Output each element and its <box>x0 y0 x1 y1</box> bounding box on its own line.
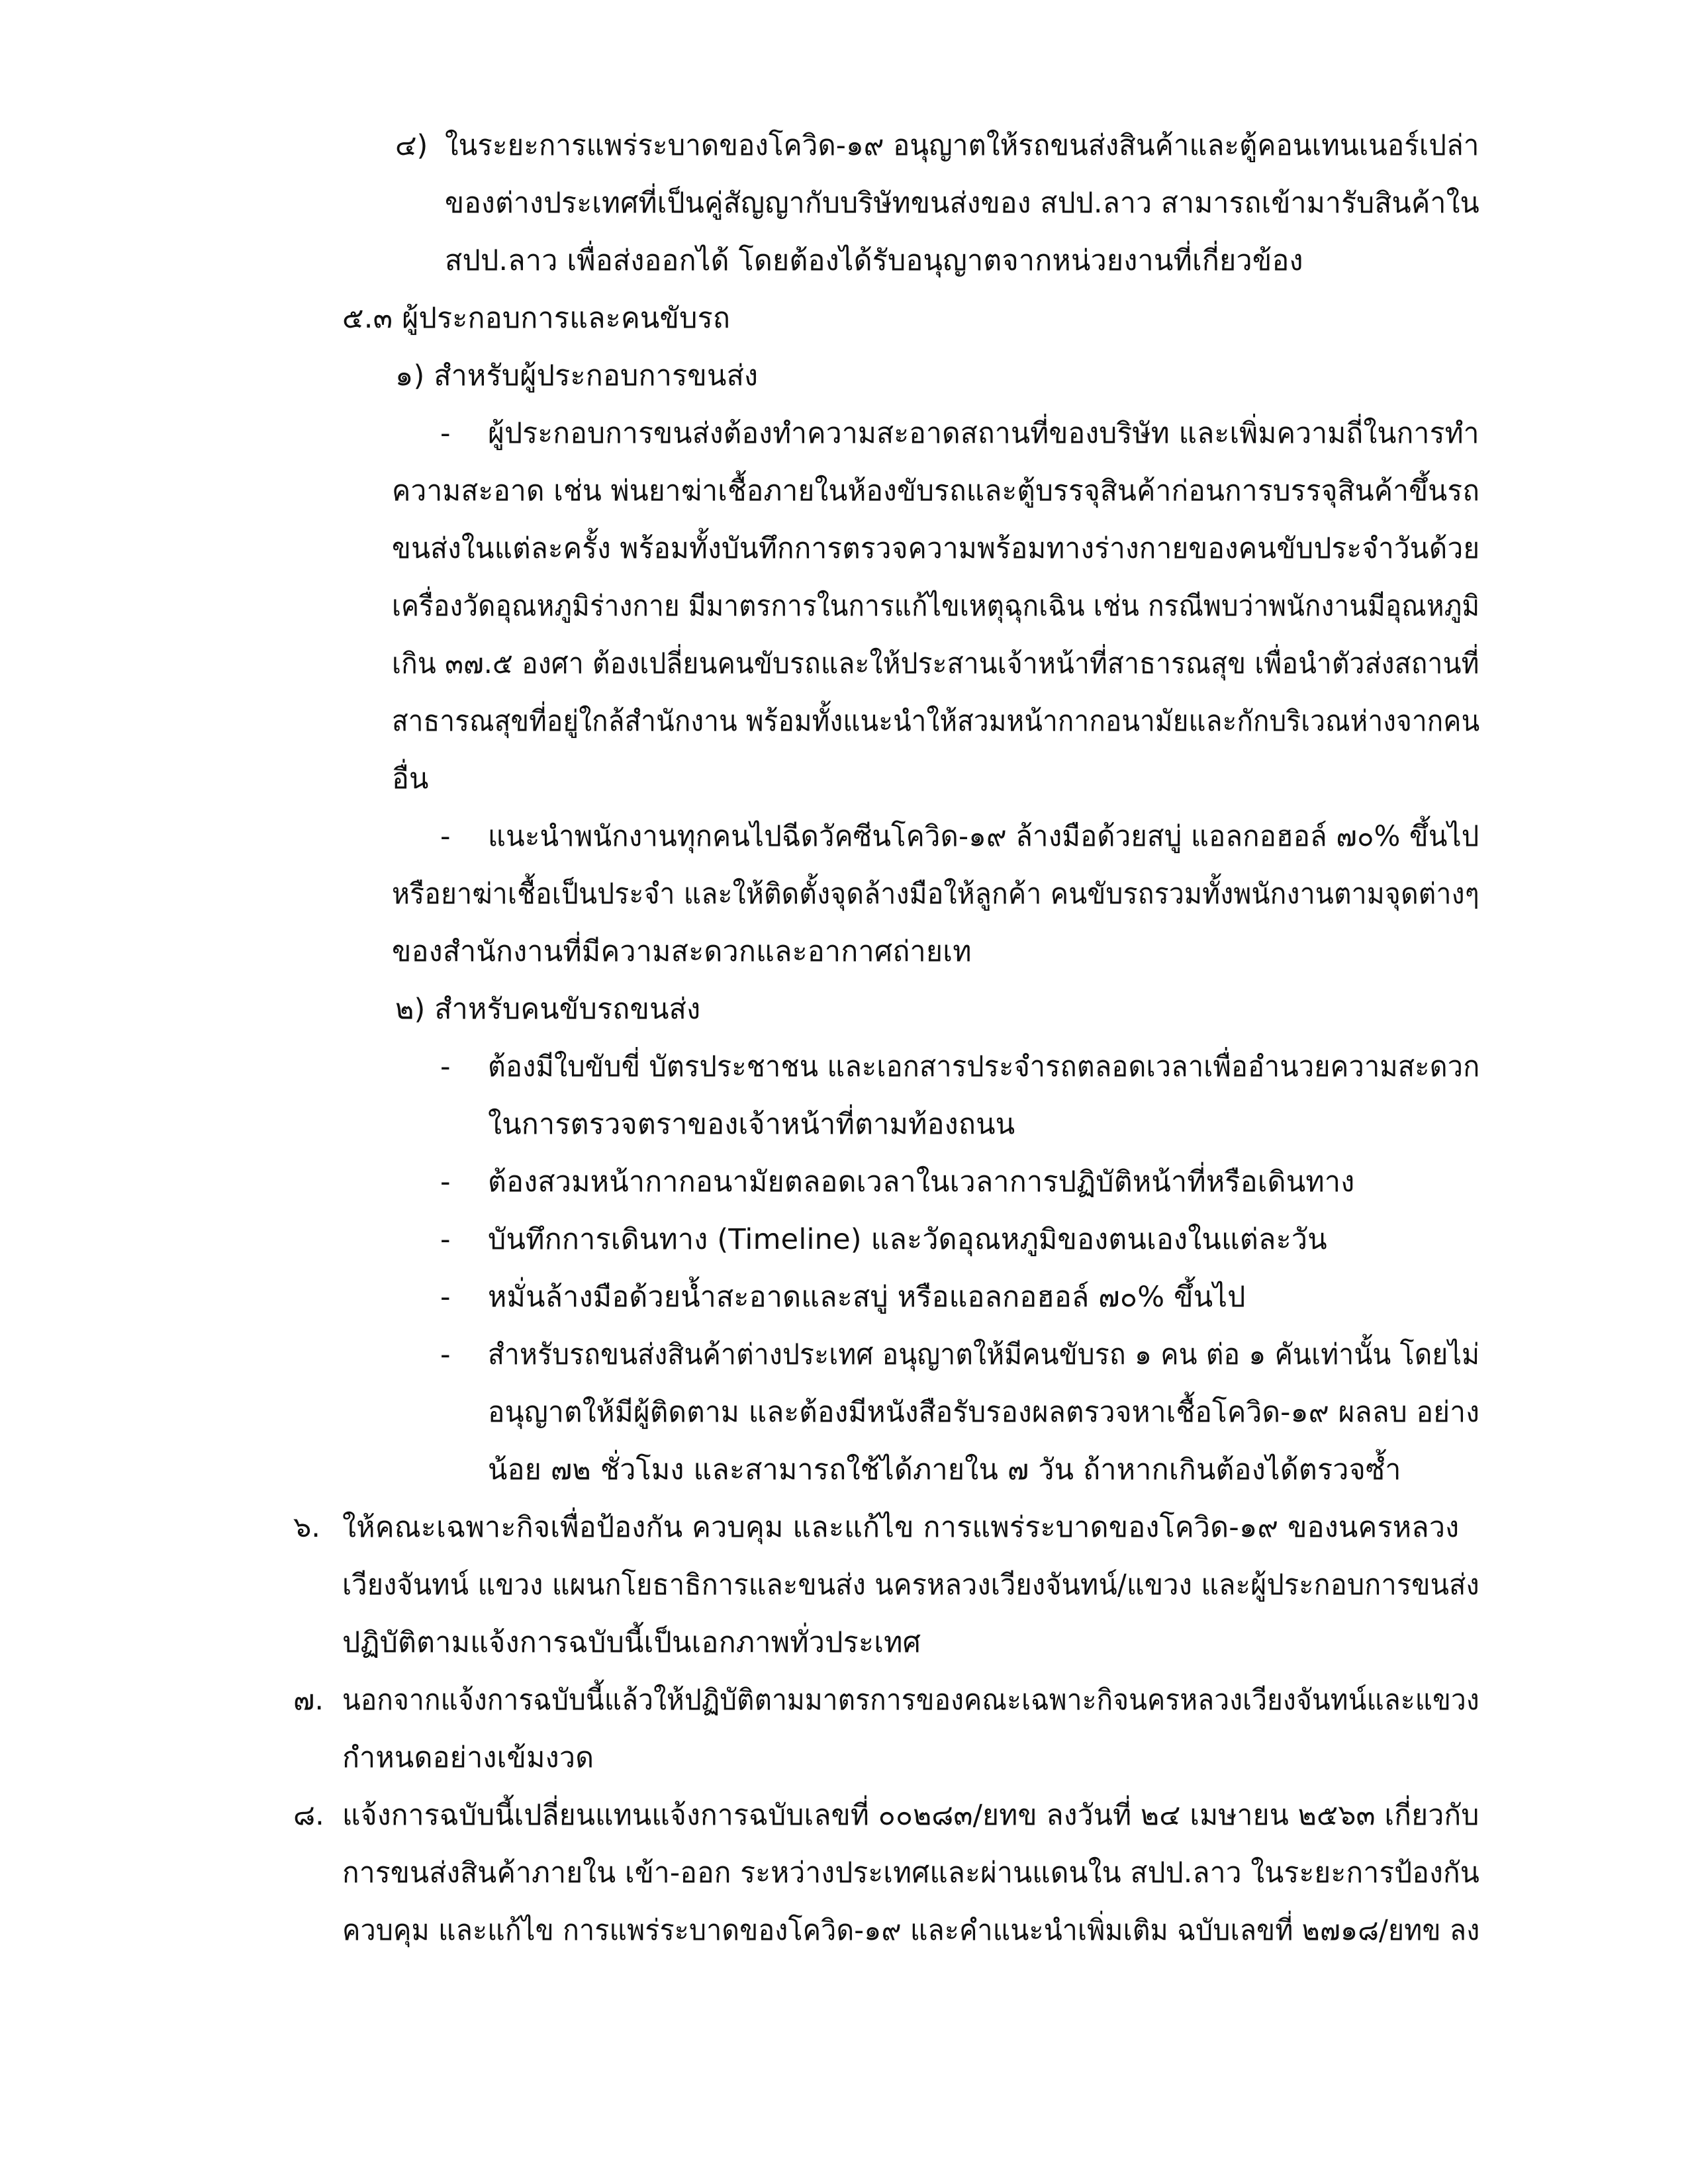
sub-1-bullet-1-line-2: ความสะอาด เช่น พ่นยาฆ่าเชื้อภายในห้องขับรถและตู้บรรจุสินค้าก่อนการบรรจุสินค้าขึ้นรถ <box>392 475 1480 508</box>
sub-2-bullet-5-line-2: อนุญาตให้มีผู้ติดตาม และต้องมีหนังสือรับรองผลตรวจหาเชื้อโควิด-๑๙ ผลลบ อย่าง <box>488 1396 1480 1429</box>
item-8-marker: ๘. <box>293 1799 324 1832</box>
item-7-marker: ๗. <box>293 1684 324 1717</box>
sub-1-bullet-1-line-5: เกิน ๓๗.๕ องศา ต้องเปลี่ยนคนขับรถและให้ประสานเจ้าหน้าที่สาธารณสุข เพื่อนำตัวส่งสถานที่ <box>392 647 1479 680</box>
sub-2-bullet-1-line-2: ในการตรวจตราของเจ้าหน้าที่ตามท้องถนน <box>488 1108 1015 1141</box>
item-7-line-1: นอกจากแจ้งการฉบับนี้แล้วให้ปฏิบัติตามมาตรการของคณะเฉพาะกิจนครหลวงเวียงจันทน์และแขวง <box>342 1684 1479 1717</box>
bullet-dash: - <box>440 1165 451 1199</box>
item-6-line-2: เวียงจันทน์ แขวง แผนกโยธาธิการและขนส่ง นครหลวงเวียงจันทน์/แขวง และผู้ประกอบการขนส่ง <box>342 1569 1479 1602</box>
item-7-line-2: กำหนดอย่างเข้มงวด <box>342 1741 594 1774</box>
sub-1-bullet-2-line-3: ของสำนักงานที่มีความสะดวกและอากาศถ่ายเท <box>392 935 972 968</box>
sub-2-bullet-2: ต้องสวมหน้ากากอนามัยตลอดเวลาในเวลาการปฏิบัติหน้าที่หรือเดินทาง <box>488 1165 1355 1199</box>
sub-2-bullet-1-line-1: ต้องมีใบขับขี่ บัตรประชาชน และเอกสารประจำรถตลอดเวลาเพื่ออำนวยความสะดวก <box>488 1050 1480 1083</box>
sub-2-bullet-4: หมั่นล้างมือด้วยน้ำสะอาดและสบู่ หรือแอลกอฮอล์ ๗๐% ขึ้นไป <box>488 1281 1246 1314</box>
item-8-line-1: แจ้งการฉบับนี้เปลี่ยนแทนแจ้งการฉบับเลขที่ ๐๐๒๘๓/ยทข ลงวันที่ ๒๔ เมษายน ๒๕๖๓ เกี่ยวกับ <box>342 1799 1479 1832</box>
bullet-dash: - <box>440 1223 451 1256</box>
item-4-line-2: ของต่างประเทศที่เป็นคู่สัญญากับบริษัทขนส่งของ สปป.ลาว สามารถเข้ามารับสินค้าใน <box>445 187 1479 220</box>
bullet-dash: - <box>440 417 451 450</box>
bullet-dash: - <box>440 1281 451 1314</box>
sub-1-bullet-2-line-2: หรือยาฆ่าเชื้อเป็นประจำ และให้ติดตั้งจุดล้างมือให้ลูกค้า คนขับรถรวมทั้งพนักงานตามจุดต่างๆ <box>392 878 1479 911</box>
sub-2-bullet-3: บันทึกการเดินทาง (Timeline) และวัดอุณหภูมิของตนเองในแต่ละวัน <box>488 1223 1327 1256</box>
bullet-dash: - <box>440 1338 451 1371</box>
sub-1-bullet-1-line-1: ผู้ประกอบการขนส่งต้องทำความสะอาดสถานที่ของบริษัท และเพิ่มความถี่ในการทำ <box>488 417 1479 450</box>
item-6-line-1: ให้คณะเฉพาะกิจเพื่อป้องกัน ควบคุม และแก้ไข การแพร่ระบาดของโควิด-๑๙ ของนครหลวง <box>342 1511 1460 1544</box>
sub-2-bullet-5-line-3: น้อย ๗๒ ชั่วโมง และสามารถใช้ได้ภายใน ๗ วัน ถ้าหากเกินต้องได้ตรวจซ้ำ <box>488 1453 1401 1486</box>
item-6-line-3: ปฏิบัติตามแจ้งการฉบับนี้เป็นเอกภาพทั่วประเทศ <box>342 1626 921 1659</box>
sub-2-bullet-5-line-1: สำหรับรถขนส่งสินค้าต่างประเทศ อนุญาตให้มีคนขับรถ ๑ คน ต่อ ๑ คันเท่านั้น โดยไม่ <box>488 1338 1480 1371</box>
item-8-line-2: การขนส่งสินค้าภายใน เข้า-ออก ระหว่างประเทศและผ่านแดนใน สปป.ลาว ในระยะการป้องกัน <box>342 1856 1480 1889</box>
sub-1-bullet-1-line-4: เครื่องวัดอุณหภูมิร่างกาย มีมาตรการในการแก้ไขเหตุฉุกเฉิน เช่น กรณีพบว่าพนักงานมีอุณหภูมิ <box>392 590 1480 623</box>
sub-1-bullet-1-line-6: สาธารณสุขที่อยู่ใกล้สำนักงาน พร้อมทั้งแนะนำให้สวมหน้ากากอนามัยและกักบริเวณห่างจากคน <box>392 705 1480 738</box>
item-6-marker: ๖. <box>293 1511 320 1544</box>
sub-1-bullet-2-line-1: แนะนำพนักงานทุกคนไปฉีดวัคซีนโควิด-๑๙ ล้างมือด้วยสบู่ แอลกอฮอล์ ๗๐% ขึ้นไป <box>488 820 1479 853</box>
item-4-line-1: ในระยะการแพร่ระบาดของโควิด-๑๙ อนุญาตให้รถขนส่งสินค้าและตู้คอนเทนเนอร์เปล่า <box>445 129 1479 162</box>
item-4-marker: ๔) <box>395 129 428 162</box>
bullet-dash: - <box>440 820 451 853</box>
sub-1-bullet-1-line-7: อื่น <box>392 762 429 796</box>
sub-2-heading: ๒) สำหรับคนขับรถขนส่ง <box>395 993 701 1026</box>
sub-1-heading: ๑) สำหรับผู้ประกอบการขนส่ง <box>395 359 759 392</box>
section-5-3-heading: ๕.๓ ผู้ประกอบการและคนขับรถ <box>342 302 731 335</box>
item-8-line-3: ควบคุม และแก้ไข การแพร่ระบาดของโควิด-๑๙ และคำแนะนำเพิ่มเติม ฉบับเลขที่ ๒๗๑๘/ยทข ลง <box>342 1914 1480 1947</box>
bullet-dash: - <box>440 1050 451 1083</box>
item-4-line-3: สปป.ลาว เพื่อส่งออกได้ โดยต้องได้รับอนุญาตจากหน่วยงานที่เกี่ยวข้อง <box>445 244 1303 277</box>
sub-1-bullet-1-line-3: ขนส่งในแต่ละครั้ง พร้อมทั้งบันทึกการตรวจความพร้อมทางร่างกายของคนขับประจำวันด้วย <box>392 532 1480 565</box>
